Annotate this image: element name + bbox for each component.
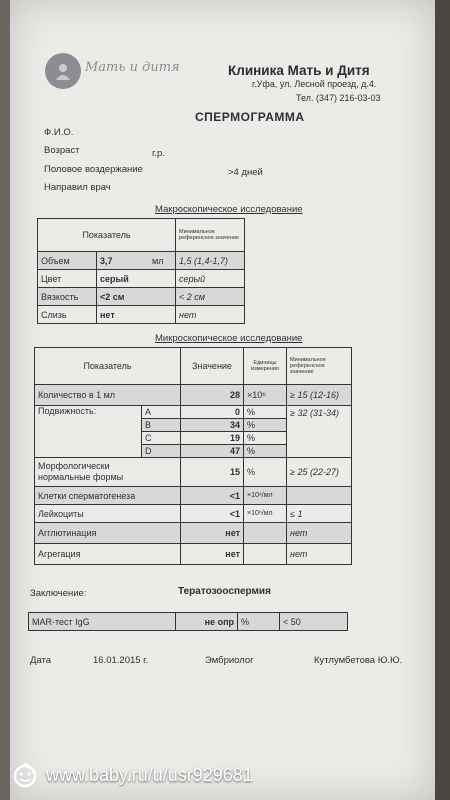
morph-value: 15 xyxy=(181,458,244,487)
aggregation-unit xyxy=(244,544,287,565)
morph-ref: ≥ 25 (22-27) xyxy=(287,458,352,487)
table-row xyxy=(35,385,352,406)
motility-name: Подвижность: xyxy=(35,406,142,458)
clinic-phone: Тел. (347) 216-03-03 xyxy=(296,93,381,103)
motility-class: B xyxy=(142,419,181,432)
macro-ref: серый xyxy=(176,270,245,288)
abstinence-label: Половое воздержание xyxy=(44,164,143,175)
table-row xyxy=(38,270,245,288)
agglutination-name: Агглютинация xyxy=(35,523,181,544)
macro-section-title: Макроскопическое исследование xyxy=(155,204,303,215)
mar-name: MAR-тест IgG xyxy=(29,613,176,631)
mar-value: не опр xyxy=(176,613,238,631)
leukocytes-unit: ×10⁶/мл xyxy=(244,505,287,523)
macro-name: Цвет xyxy=(38,270,97,288)
date-value: 16.01.2015 г. xyxy=(93,655,149,666)
conclusion-value: Тератозооспермия xyxy=(178,586,271,597)
motility-value: 0 xyxy=(181,406,244,419)
aggregation-ref: нет xyxy=(287,544,352,565)
age-label: Возраст xyxy=(44,145,80,156)
embryologist-name: Кутлумбетова Ю.Ю. xyxy=(314,655,403,666)
macro-name: Объем xyxy=(38,252,97,270)
clinic-logo-icon xyxy=(45,53,81,89)
table-row xyxy=(35,505,352,523)
macro-value: <2 см xyxy=(97,288,176,306)
motility-ref: ≥ 32 (31-34) xyxy=(287,406,352,458)
table-row xyxy=(35,523,352,544)
micro-header-unit: Единицы измерения xyxy=(244,348,287,385)
macro-ref: < 2 см xyxy=(176,288,245,306)
spermatogenesis-value: <1 xyxy=(181,487,244,505)
baby-logo-icon xyxy=(10,762,40,788)
motility-unit: % xyxy=(244,445,287,458)
micro-table xyxy=(34,347,352,565)
macro-header-indicator: Показатель xyxy=(38,219,176,252)
macro-value: серый xyxy=(97,270,176,288)
count-ref: ≥ 15 (12-16) xyxy=(287,385,352,406)
abstinence-value: >4 дней xyxy=(228,167,263,178)
fio-label: Ф.И.О. xyxy=(44,127,74,138)
morph-name-line2: нормальные формы xyxy=(38,472,124,482)
age-unit: г.р. xyxy=(152,148,165,159)
agglutination-value: нет xyxy=(181,523,244,544)
macro-table xyxy=(37,218,245,324)
motility-class: C xyxy=(142,432,181,445)
watermark-text: www.baby.ru/u/usr929681 xyxy=(46,764,253,785)
micro-header-ref: Минимальное референсное значение xyxy=(287,348,352,385)
table-row xyxy=(29,613,348,631)
agglutination-ref: нет xyxy=(287,523,352,544)
aggregation-value: нет xyxy=(181,544,244,565)
morph-name xyxy=(35,458,181,487)
spermatogenesis-unit: ×10⁶/мл xyxy=(244,487,287,505)
macro-ref: нет xyxy=(176,306,245,324)
motility-value: 47 xyxy=(181,445,244,458)
macro-value: 3,7 xyxy=(97,252,150,270)
leukocytes-ref: ≤ 1 xyxy=(287,505,352,523)
document-title: СПЕРМОГРАММА xyxy=(195,110,305,124)
morph-unit: % xyxy=(244,458,287,487)
macro-header-ref: Минимальное референсное значение xyxy=(176,219,245,252)
table-row xyxy=(35,458,352,487)
spermatogenesis-ref xyxy=(287,487,352,505)
mar-table xyxy=(28,612,348,631)
mar-ref: < 50 xyxy=(280,613,348,631)
referrer-label: Направил врач xyxy=(44,182,111,193)
motility-unit: % xyxy=(244,406,287,419)
motility-unit: % xyxy=(244,432,287,445)
macro-value: нет xyxy=(97,306,176,324)
morph-name-line1: Морфологически xyxy=(38,461,110,471)
macro-name: Вязкость xyxy=(38,288,97,306)
motility-class: A xyxy=(142,406,181,419)
table-row xyxy=(38,252,245,270)
micro-header-indicator: Показатель xyxy=(35,348,181,385)
table-row xyxy=(38,306,245,324)
logo-text: Мать и дитя xyxy=(85,60,180,75)
spermatogenesis-name: Клетки сперматогенеза xyxy=(35,487,181,505)
table-row xyxy=(38,288,245,306)
watermark xyxy=(10,760,253,790)
motility-class: D xyxy=(142,445,181,458)
mar-unit: % xyxy=(238,613,280,631)
agglutination-unit xyxy=(244,523,287,544)
count-value: 28 xyxy=(181,385,244,406)
embryologist-label: Эмбриолог xyxy=(205,655,254,666)
micro-section-title: Микроскопическое исследование xyxy=(155,333,303,344)
leukocytes-value: <1 xyxy=(181,505,244,523)
date-label: Дата xyxy=(30,655,52,666)
count-unit: ×10⁶ xyxy=(244,385,287,406)
table-row xyxy=(35,487,352,505)
table-row xyxy=(35,544,352,565)
motility-unit: % xyxy=(244,419,287,432)
aggregation-name: Агрегация xyxy=(35,544,181,565)
clinic-name: Клиника Мать и Дитя xyxy=(228,63,370,78)
macro-name: Слизь xyxy=(38,306,97,324)
table-row xyxy=(35,406,352,419)
clinic-address: г.Уфа, ул. Лесной проезд, д.4. xyxy=(252,79,377,89)
motility-value: 19 xyxy=(181,432,244,445)
macro-ref: 1,5 (1,4-1,7) xyxy=(176,252,245,270)
conclusion-label: Заключение: xyxy=(30,588,87,599)
motility-value: 34 xyxy=(181,419,244,432)
leukocytes-name: Лейкоциты xyxy=(35,505,181,523)
macro-unit: мл xyxy=(149,252,176,270)
micro-header-value: Значение xyxy=(181,348,244,385)
count-name: Количество в 1 мл xyxy=(35,385,181,406)
